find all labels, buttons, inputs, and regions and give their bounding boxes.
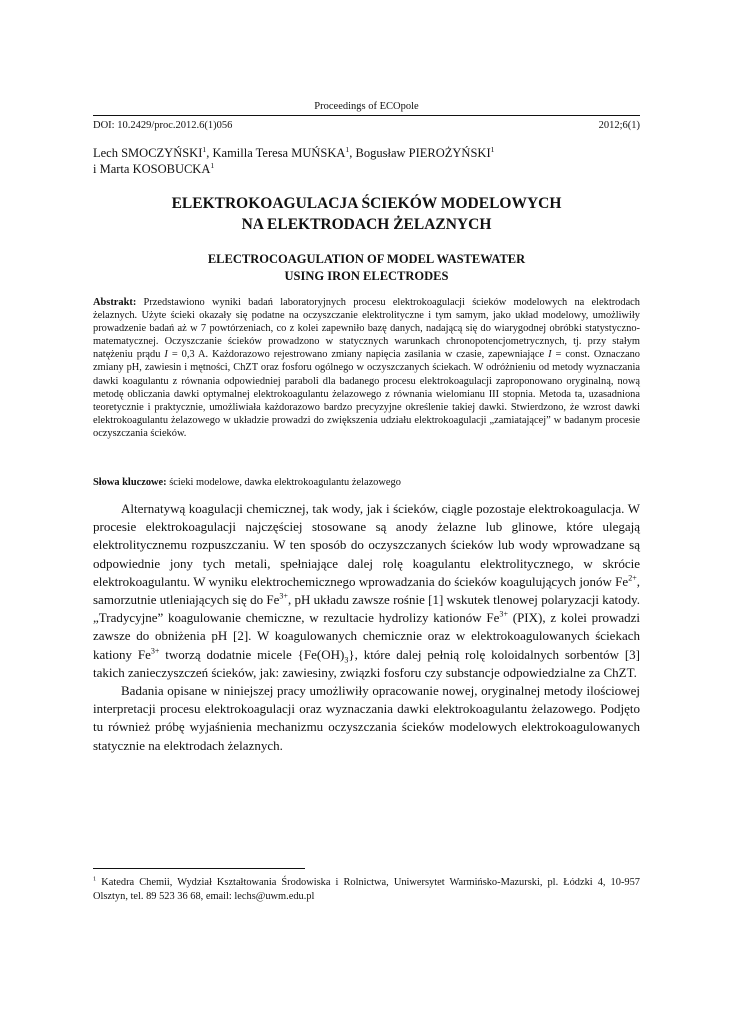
paragraph-1: [93, 500, 640, 682]
keywords-label: Słowa kluczowe:: [93, 477, 167, 488]
title-english-line-2: USING IRON ELECTRODES: [284, 269, 449, 283]
paragraph-1-text-f: }, które dalej pełnią rolę koloidalnych sorbentów [3] takich zanieczyszczeń ścieków, jak: zawiesiny, związki fosforu czy substancje odpowiedzialne za ChZT.: [93, 646, 640, 680]
author-4: i Marta KOSOBUCKA: [93, 162, 211, 176]
author-2: , Kamilla Teresa MUŃSKA: [206, 146, 346, 160]
charge-superscript: 3+: [499, 609, 508, 619]
author-3: , Bogusław PIEROŻYŃSKI: [349, 146, 491, 160]
doi: DOI: 10.2429/proc.2012.6(1)056: [93, 120, 233, 131]
body-text: [93, 500, 640, 755]
author-1: Lech SMOCZYŃSKI: [93, 146, 203, 160]
charge-superscript: 2+: [628, 573, 637, 583]
current-symbol: I: [164, 349, 168, 361]
journal-name: Proceedings of ECOpole: [314, 101, 419, 112]
footnote-rule: [93, 868, 305, 869]
title-english-line-1: ELECTROCOAGULATION OF MODEL WASTEWATER: [207, 252, 526, 266]
paragraph-1-text-c: , pH układu zawsze rośnie [1] wskutek tlenowej polaryzacji katody. „Tradycyjne” koagulowanie chemiczne, w rezultacie hydrolizy kationów Fe: [93, 592, 640, 626]
paragraph-2: Badania opisane w niniejszej pracy umożliwiły opracowanie nowej, oryginalnej metody ilościowej interpretacji procesu elektrokoagulacji oraz wyznaczania dawki elektrokoagulantu żelazowego. Podjęto tu również próbę wyjaśnienia mechanizmu oczyszczania ścieków modelowych elektrokoagulowanych statycznie na elektrodach żelaznych.: [93, 683, 640, 753]
formula-subscript: 3: [344, 655, 349, 665]
footnote-mark: 1: [93, 875, 97, 883]
title-english: [93, 251, 640, 285]
abstract-text-3: = const. Oznaczano zmiany pH, zawiesin i mętności, ChZT oraz fosforu ogólnego w oczyszczanych ściekach. W odróżnieniu od metody wyznaczania dawki koagulantu z równania odpowiedniej paraboli dla badanego procesu elektrokoagulacji zaproponowano oryginalną, nową metodę obliczania dawki optymalnej elektrokoagulantu żelazowego z równania wielomianu III stopnia. Metoda ta, uzasadniona teoretycznie i praktycznie, umożliwiała każdorazowo bardzo precyzyjne określenie takiej dawki. Stwierdzono, że wzrost dawki elektrokoagulantu żelazowego w układzie prowadzi do zwiększenia udziału elektrokoagulacji „zamiatającej” w badanym procesie oczyszczania ścieków.: [93, 349, 640, 439]
paragraph-1-text-b: , samorzutnie utleniających się do Fe: [93, 573, 640, 608]
paragraph-1-text-e: tworzą dodatnie micele {Fe(OH): [159, 646, 345, 662]
header-rule: [93, 115, 640, 116]
affiliation-mark: 1: [490, 144, 495, 154]
affiliation-mark: 1: [210, 160, 215, 170]
paragraph-1-text-a: Alternatywą koagulacji chemicznej, tak wody, jak i ścieków, ciągle pozostaje elektrokoagulacja. W procesie elektrokoagulacji najczęściej stosowane są anody żelazne lub glinowe, które ulegają elektrolitycznemu rozpuszczaniu. W ten sposób do oczyszczanych ścieków lub wody wprowadzane są odpowiednie jony tych metali, spełniające dalej rolę koagulantu elektrolitycznego, w skrócie elektrokoagulantu. W wyniku elektrochemicznego wprowadzania do ścieków koagulujących jonów Fe: [93, 501, 640, 589]
abstract-text-2: = 0,3 A. Każdorazowo rejestrowano zmiany napięcia zasilania w czasie, zapewniające: [167, 349, 549, 361]
paragraph-1-text-d: (PIX), z kolei prowadzi zawsze do obniżenia pH [2]. W koagulowanych chemicznie oraz w elektrokoagulowanych ściekach kationy Fe: [93, 610, 640, 662]
abstract: [93, 296, 640, 440]
keywords: [93, 476, 640, 489]
issue-info: 2012;6(1): [598, 120, 640, 131]
footnote: [93, 876, 640, 903]
authors: [93, 145, 640, 177]
abstract-text-1: Przedstawiono wyniki badań laboratoryjnych procesu elektrokoagulacji ścieków modelowych na elektrodach żelaznych. Użyte ścieki okazały się podatne na oczyszczanie elektrolityczne i tym samym, jako układ modelowy, umożliwiły prowadzenie badań aż w 7 powtórzeniach, co z kolei zapewniło bazę danych, nadającą się do wiarygodnej obróbki statystyczno-matematycznej. Oczyszczanie ścieków prowadzono w statycznych warunkach chronopotencjometrycznych, tj. przy stałym natężeniu prądu: [93, 297, 640, 361]
keywords-text: ścieki modelowe, dawka elektrokoagulantu żelazowego: [166, 477, 401, 488]
abstract-label: Abstrakt:: [93, 297, 137, 308]
title-polish: [93, 193, 640, 235]
title-polish-line-2: NA ELEKTRODACH ŻELAZNYCH: [241, 216, 492, 233]
affiliation-mark: 1: [202, 144, 207, 154]
charge-superscript: 3+: [279, 591, 288, 601]
title-polish-line-1: ELEKTROKOAGULACJA ŚCIEKÓW MODELOWYCH: [171, 195, 562, 212]
charge-superscript: 3+: [150, 646, 160, 656]
current-symbol: I: [548, 349, 552, 361]
affiliation-mark: 1: [345, 144, 350, 154]
footnote-text: Katedra Chemii, Wydział Kształtowania Środowiska i Rolnictwa, Uniwersytet Warmińsko-Mazurski, pl. Łódzki 4, 10-957 Olsztyn, tel. 89 523 36 68, email: lechs@uwm.edu.pl: [93, 877, 640, 902]
